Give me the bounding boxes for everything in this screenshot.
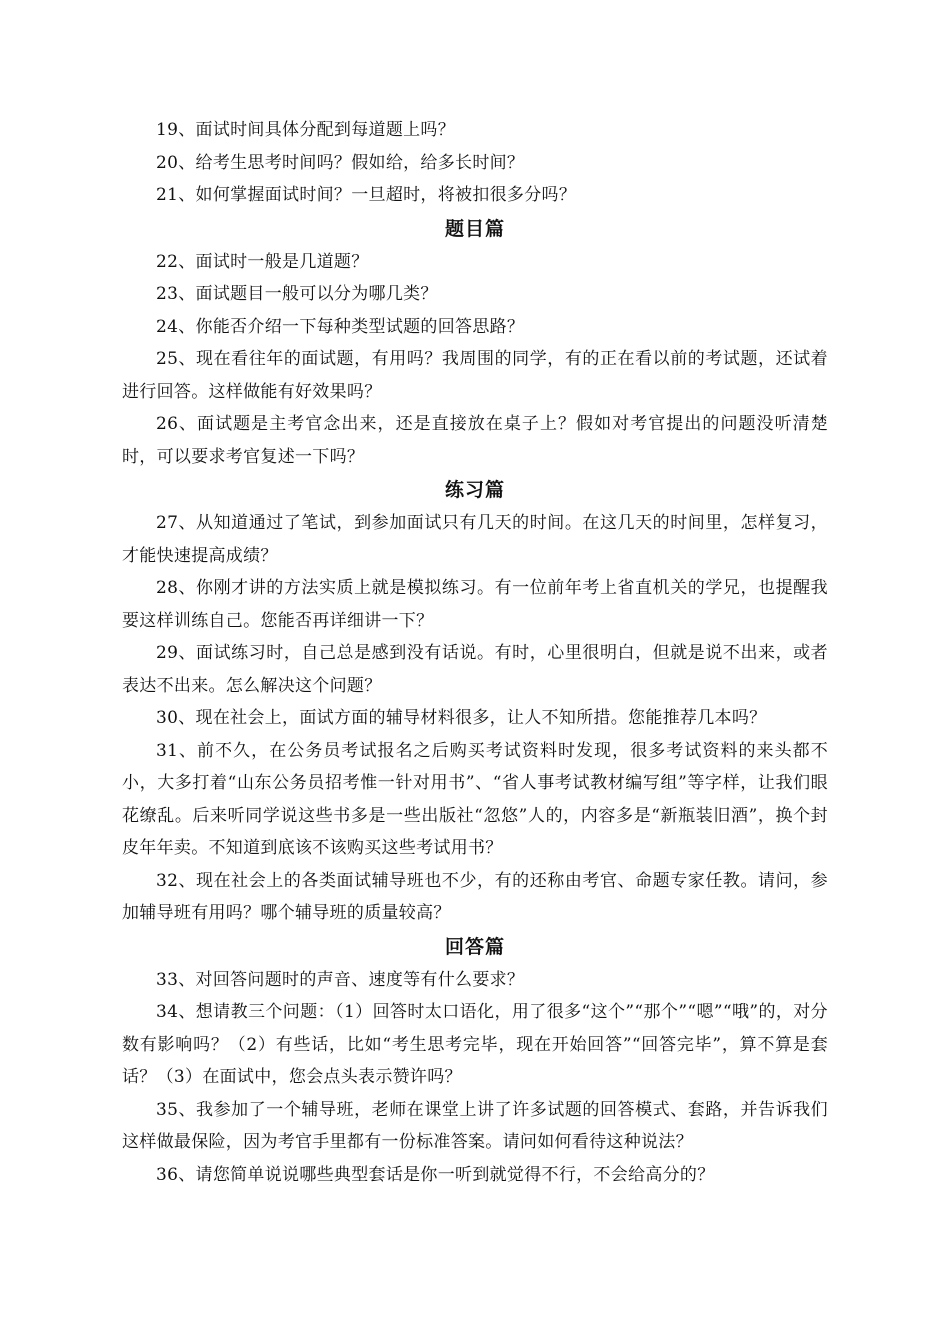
question-23: 23、面试题目一般可以分为哪几类？ — [156, 284, 438, 304]
section-heading-answer: 回答篇 — [444, 935, 505, 958]
section-heading-topics: 题目篇 — [444, 217, 505, 240]
question-36: 36、请您简单说说哪些典型套话是你一听到就觉得不行，不会给高分的？ — [156, 1164, 715, 1185]
question-35: 35、我参加了一个辅导班，老师在课堂上讲了许多试题的回答模式、套路，并告诉我们这样做最保险，因为考官手里都有一份标准答案。请问如何看待这种说法？ — [122, 1099, 828, 1152]
question-32: 32、现在社会上的各类面试辅导班也不少，有的还称由考官、命题专家任教。请问，参加辅导班有用吗？哪个辅导班的质量较高？ — [122, 870, 828, 923]
question-24: 24、你能否介绍一下每种类型试题的回答思路？ — [156, 316, 525, 337]
question-34: 34、想请教三个问题：（1）回答时太口语化，用了很多“这个”“那个”“嗯”“哦”的，对分数有影响吗？（2）有些话，比如“考生思考完毕，现在开始回答”“回答完毕”，算不算是套话？（3）在面试中，您会点头表示赞许吗？ — [122, 1002, 828, 1087]
question-25: 25、现在看往年的面试题，有用吗？我周围的同学，有的正在看以前的考试题，还试着进行回答。这样做能有好效果吗？ — [122, 349, 828, 402]
question-33: 33、对回答问题时的声音、速度等有什么要求？ — [156, 969, 525, 990]
question-29: 29、面试练习时，自己总是感到没有话说。有时，心里很明白，但就是说不出来，或者表达不出来。怎么解决这个问题？ — [122, 643, 828, 696]
section-heading-practice: 练习篇 — [444, 479, 505, 501]
question-31: 31、前不久，在公务员考试报名之后购买考试资料时发现，很多考试资料的来头都不小，大多打着“山东公务员招考惟一针对用书”、“省人事考试教材编写组”等字样，让我们眼花缭乱。后来听同学说这些书多是一些出版社“忽悠”人的，内容多是“新瓶装旧酒”，换个封皮年年卖。不知道到底该不该购买这些考试用书？ — [122, 740, 828, 858]
question-30: 30、现在社会上，面试方面的辅导材料很多，让人不知所措。您能推荐几本吗？ — [156, 708, 767, 728]
document-body — [122, 114, 828, 1191]
question-26: 26、面试题是主考官念出来，还是直接放在桌子上？假如对考官提出的问题没听清楚时，可以要求考官复述一下吗？ — [122, 414, 828, 467]
question-21: 21、如何掌握面试时间？一旦超时，将被扣很多分吗？ — [156, 185, 577, 205]
question-22: 22、面试时一般是几道题？ — [156, 251, 369, 272]
question-20: 20、给考生思考时间吗？假如给，给多长时间？ — [156, 152, 525, 173]
question-28: 28、你刚才讲的方法实质上就是模拟练习。有一位前年考上省直机关的学兄，也提醒我要这样训练自己。您能否再详细讲一下？ — [122, 578, 828, 631]
question-27: 27、从知道通过了笔试，到参加面试只有几天的时间。在这几天的时间里，怎样复习，才能快速提高成绩？ — [122, 513, 828, 566]
question-19: 19、面试时间具体分配到每道题上吗？ — [156, 120, 456, 140]
